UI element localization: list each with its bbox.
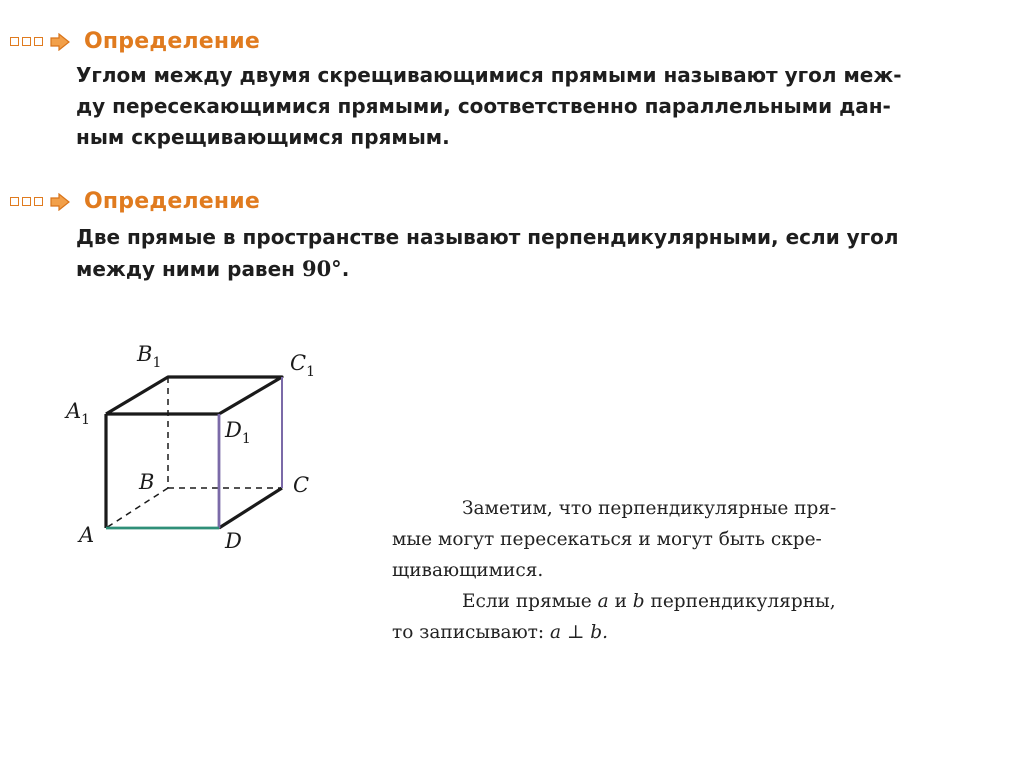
note-line-2: мые могут пересекаться и могут быть скре- (392, 529, 822, 550)
label-a: A (79, 523, 95, 547)
note-line-1: Заметим, что перпендикулярные пря- (462, 498, 837, 519)
note-text: Если прямые (462, 591, 592, 612)
angle-end: . (341, 257, 350, 281)
note-line-4 (392, 586, 982, 617)
definition-1-line-1: Углом между двумя скрещивающимися прямыми называют угол меж- (76, 63, 902, 87)
angle-value: 90° (301, 256, 342, 281)
definition-1-line-2: ду пересекающимися прямыми, соответственно параллельными дан- (76, 94, 891, 118)
definition-2-line-2-text: между ними равен (76, 257, 295, 281)
definition-2-line-1: Две прямые в пространстве называют перпендикулярными, если угол (76, 225, 899, 249)
definition-1-line-3: ным скрещивающимся прямым. (76, 125, 450, 149)
note-text-2: перпендикулярны, (650, 591, 836, 612)
perpendicular-notation: a ⊥ b. (550, 622, 608, 643)
label-b: B (139, 470, 155, 494)
definition-1-title: Определение (84, 29, 261, 54)
label-b1: $B_1$ (137, 342, 162, 371)
var-b: b (632, 591, 645, 612)
edge-ab (106, 488, 168, 528)
note-and: и (614, 591, 627, 612)
label-d: D (225, 529, 242, 553)
label-c: C (293, 473, 310, 497)
edge-dc (219, 488, 282, 528)
label-a1: $A_1$ (66, 399, 91, 428)
note-line-5 (392, 617, 982, 648)
top-face (106, 377, 282, 414)
note-block (392, 493, 982, 648)
var-a: a (597, 591, 609, 612)
label-d1: $D_1$ (225, 418, 251, 447)
definition-2-title: Определение (84, 189, 261, 214)
note-text-3: то записывают: (392, 622, 545, 643)
label-c1: $C_1$ (290, 351, 315, 380)
note-line-3: щивающимися. (392, 560, 544, 581)
